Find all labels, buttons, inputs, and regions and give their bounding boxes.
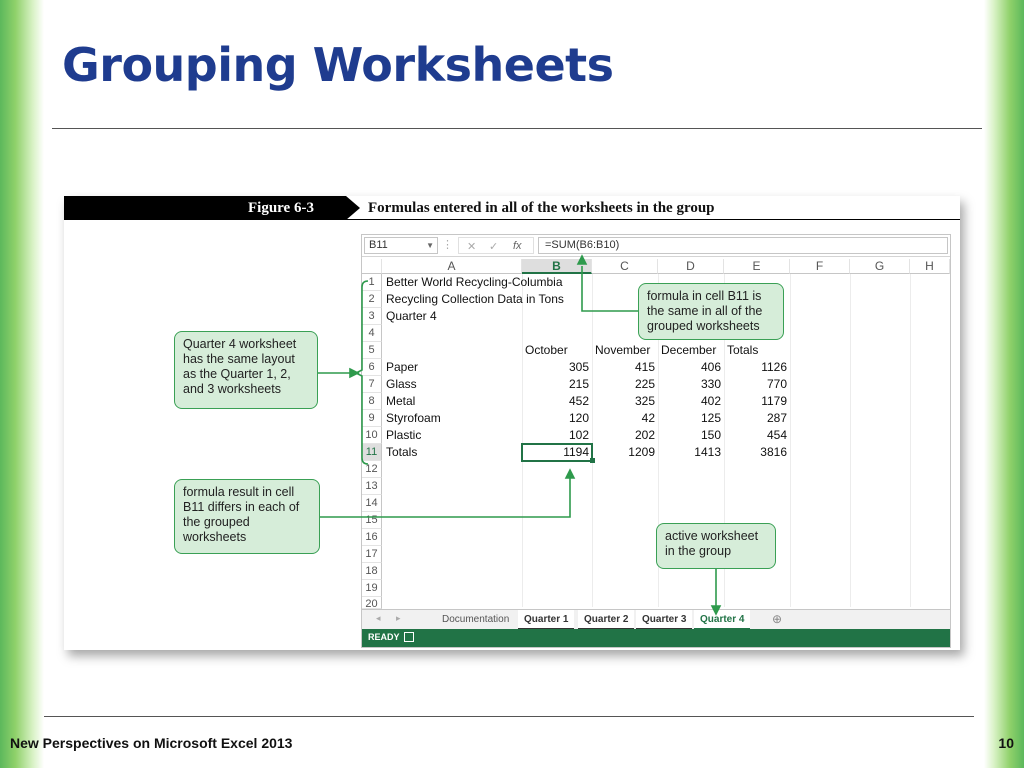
cancel-icon[interactable]: ✕ [467,241,477,253]
macro-record-icon[interactable] [404,632,414,642]
active-cell-border [521,443,593,462]
footer-book-title: New Perspectives on Microsoft Excel 2013 [10,735,293,751]
cell-a9[interactable]: Styrofoam [386,411,441,425]
figure-caption: Formulas entered in all of the worksheets in the group [368,200,715,216]
row-header[interactable]: 15 [362,512,382,529]
scroll-right-icon[interactable]: ▸ [396,613,401,623]
col-header-a[interactable]: A [382,259,522,274]
row-header[interactable]: 2 [362,291,382,308]
add-sheet-icon[interactable]: ⊕ [772,612,783,626]
cell-b10[interactable]: 102 [568,428,589,442]
cell-b7[interactable]: 215 [568,377,589,391]
select-all-corner[interactable] [362,259,382,274]
row-header-selected[interactable]: 11 [362,444,382,461]
fill-handle[interactable] [590,458,595,463]
left-green-border [0,0,44,768]
cell-e8[interactable]: 1179 [761,394,787,408]
title-divider [52,128,982,129]
more-options-icon: ⋮ [442,239,453,251]
cell-a2[interactable]: Recycling Collection Data in Tons [386,292,564,306]
tab-quarter-1[interactable]: Quarter 1 [518,610,574,630]
col-header-b[interactable]: B [522,259,592,274]
callout-result-differs: formula result in cell B11 differs in each of the grouped worksheets [174,479,320,554]
cell-e6[interactable]: 1126 [761,360,787,374]
callout-same-layout: Quarter 4 worksheet has the same layout as the Quarter 1, 2, and 3 worksheets [174,331,318,409]
cell-a11[interactable]: Totals [386,445,418,459]
row-header[interactable]: 1 [362,274,382,291]
tab-documentation[interactable]: Documentation [442,614,510,625]
formula-bar [362,235,950,257]
formula-input[interactable]: =SUM(B6:B10) [538,237,948,254]
cell-e5[interactable]: Totals [727,343,759,357]
col-header-f[interactable]: F [790,259,850,274]
cell-b11[interactable]: 1194 [563,445,589,459]
cell-c9[interactable]: 42 [641,411,655,425]
formula-buttons [458,237,534,254]
row-header[interactable]: 14 [362,495,382,512]
row-header[interactable]: 20 [362,597,382,609]
col-header-c[interactable]: C [592,259,658,274]
cell-e11[interactable]: 3816 [760,445,787,459]
cell-d11[interactable]: 1413 [694,445,721,459]
gridline [790,274,791,607]
name-box-value: B11 [369,239,388,251]
row-header[interactable]: 6 [362,359,382,376]
cell-b5[interactable]: October [525,343,568,357]
cell-e10[interactable]: 454 [766,428,787,442]
cell-c6[interactable]: 415 [634,360,655,374]
cell-d5[interactable]: December [661,343,717,357]
col-header-d[interactable]: D [658,259,724,274]
figure-6-3 [64,196,960,650]
figure-header [64,196,960,220]
callout-active-sheet: active worksheet in the group [656,523,776,569]
right-green-border [984,0,1024,768]
cell-a3[interactable]: Quarter 4 [386,309,437,323]
cell-d10[interactable]: 150 [700,428,721,442]
row-header[interactable]: 7 [362,376,382,393]
status-text: READY [368,632,400,642]
cell-d9[interactable]: 125 [700,411,721,425]
cell-c8[interactable]: 325 [634,394,655,408]
cell-a8[interactable]: Metal [386,394,416,408]
cell-c11[interactable]: 1209 [628,445,655,459]
cell-a1[interactable]: Better World Recycling-Columbia [386,275,563,289]
col-header-h[interactable]: H [910,259,950,274]
row-header[interactable]: 12 [362,461,382,478]
tab-quarter-4[interactable]: Quarter 4 [694,610,750,630]
slide-title: Grouping Worksheets [62,38,614,92]
enter-check-icon[interactable]: ✓ [489,241,499,253]
cell-d7[interactable]: 330 [700,377,721,391]
cell-a10[interactable]: Plastic [386,428,422,442]
insert-function-icon[interactable]: fx [513,240,522,252]
cell-c10[interactable]: 202 [634,428,655,442]
callout-formula-same: formula in cell B11 is the same in all of the grouped worksheets [638,283,784,340]
cell-d6[interactable]: 406 [700,360,721,374]
status-bar [362,629,950,647]
row-header[interactable]: 19 [362,580,382,597]
footer-divider [44,716,974,717]
tab-quarter-3[interactable]: Quarter 3 [636,610,692,630]
row-header[interactable]: 8 [362,393,382,410]
row-header[interactable]: 5 [362,342,382,359]
col-header-g[interactable]: G [850,259,910,274]
cell-a7[interactable]: Glass [386,377,417,391]
row-header[interactable]: 17 [362,546,382,563]
cell-b8[interactable]: 452 [568,394,589,408]
cell-b9[interactable]: 120 [568,411,589,425]
row-header[interactable]: 16 [362,529,382,546]
figure-label-banner [64,196,360,220]
tab-quarter-2[interactable]: Quarter 2 [578,610,634,630]
row-header[interactable]: 3 [362,308,382,325]
cell-c5[interactable]: November [595,343,651,357]
cell-c7[interactable]: 225 [634,377,655,391]
sheet-tab-bar [362,609,950,629]
scroll-left-icon[interactable]: ◂ [376,613,381,623]
row-header[interactable]: 9 [362,410,382,427]
page-number: 10 [998,735,1014,751]
name-box[interactable] [364,237,438,254]
cell-e9[interactable]: 287 [766,411,787,425]
row-header[interactable]: 4 [362,325,382,342]
cell-a6[interactable]: Paper [386,360,419,374]
col-header-e[interactable]: E [724,259,790,274]
row-header[interactable]: 13 [362,478,382,495]
cell-b6[interactable]: 305 [568,360,589,374]
cell-d8[interactable]: 402 [700,394,721,408]
gridline [850,274,851,607]
gridline [910,274,911,607]
chevron-down-icon[interactable]: ▼ [426,241,434,250]
cell-e7[interactable]: 770 [766,377,787,391]
row-header[interactable]: 18 [362,563,382,580]
row-header[interactable]: 10 [362,427,382,444]
figure-label: Figure 6-3 [248,200,314,216]
